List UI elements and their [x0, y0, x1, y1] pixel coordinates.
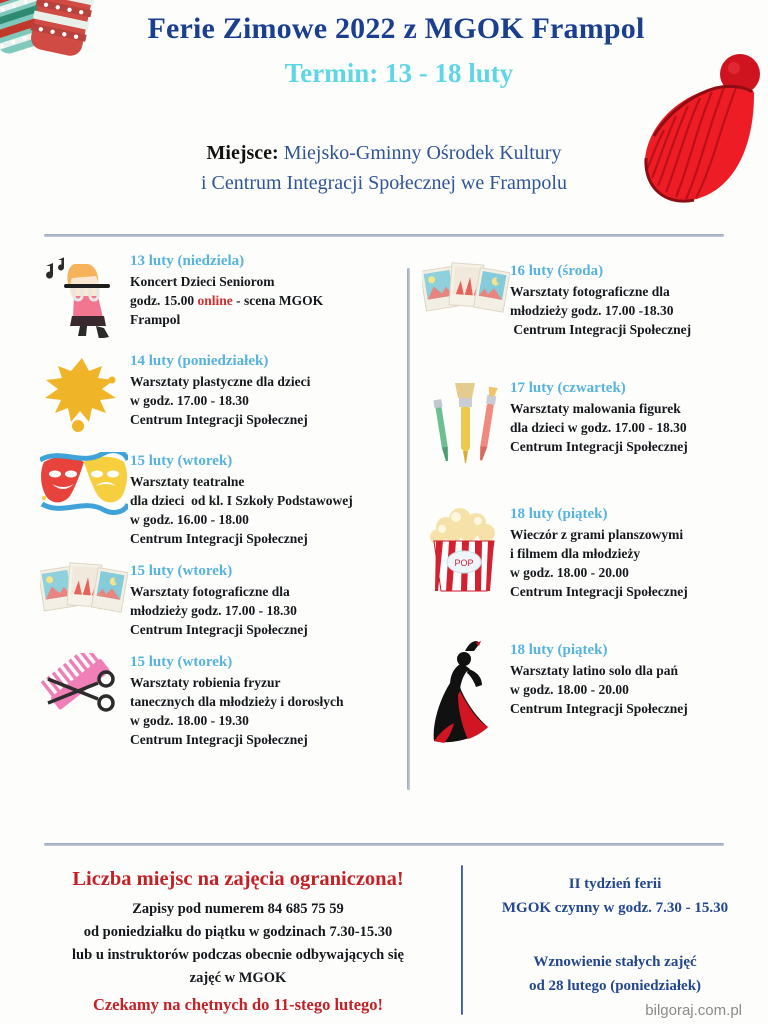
event-date: 16 luty (środa) — [510, 263, 604, 279]
source-credit: bilgoraj.com.pl — [645, 1002, 742, 1019]
footer-tagline: Czekamy na chętnych do 11-stego lutego! — [92, 995, 384, 1014]
venue-line-1 — [90, 138, 678, 168]
event-date: 15 luty (wtorek) — [130, 563, 233, 579]
svg-text:POP: POP — [454, 558, 474, 568]
footer-left — [20, 866, 456, 1017]
event-icon — [422, 379, 510, 465]
event-line: w godz. 18.00 - 20.00 — [510, 682, 629, 697]
event-item — [422, 641, 762, 749]
paint-splash-icon — [42, 352, 126, 438]
event-date: 18 luty (piątek) — [510, 642, 608, 658]
event-date: 17 luty (czwartek) — [510, 380, 626, 396]
event-line: Wieczór z grami planszowymi — [510, 527, 684, 542]
footer-right — [470, 872, 760, 998]
events-column-right — [422, 262, 762, 789]
event-item — [38, 653, 398, 749]
event-icon — [38, 562, 130, 626]
footer-right-line: MGOK czynny w godz. 7.30 - 15.30 — [501, 900, 729, 916]
event-icon — [38, 452, 130, 528]
footer-right-block-1 — [470, 872, 760, 920]
footer-heading: Liczba miejsc na zajęcia ograniczona! — [72, 868, 404, 890]
event-line: Koncert Dzieci Seniorom — [130, 274, 275, 289]
event-item — [422, 262, 762, 339]
event-line-highlight: online — [197, 293, 233, 308]
footer-right-line: od 28 lutego (poniedziałek) — [528, 978, 702, 994]
footer-info-line: od poniedziałku do piątku w godzinach 7.30-15.30 — [83, 924, 393, 940]
divider-bottom — [44, 843, 724, 846]
event-line: Centrum Integracji Społecznej — [130, 412, 308, 427]
event-line: Centrum Integracji Społecznej — [510, 322, 692, 337]
event-line: Centrum Integracji Społecznej — [130, 531, 308, 546]
event-line: dla dzieci w godz. 17.00 - 18.30 — [510, 420, 687, 435]
event-line: w godz. 17.00 - 18.30 — [130, 393, 249, 408]
venue-line-2: i Centrum Integracji Społecznej we Frampolu — [200, 172, 567, 194]
venue-name: Miejsko-Gminny Ośrodek Kultury — [283, 142, 562, 164]
event-line: Centrum Integracji Społecznej — [130, 622, 308, 637]
footer-info-line: zajęć w MGOK — [189, 970, 287, 986]
event-line: Warsztaty malowania figurek — [510, 401, 681, 416]
event-line: w godz. 18.00 - 19.30 — [130, 713, 249, 728]
latino-dancer-icon — [424, 641, 508, 749]
event-line: Centrum Integracji Społecznej — [510, 701, 688, 716]
photos-icon — [422, 262, 510, 326]
event-line: Warsztaty latino solo dla pań — [510, 663, 679, 678]
event-item — [422, 379, 762, 465]
event-details — [130, 252, 398, 329]
photos-icon — [40, 562, 128, 626]
event-line: Frampol — [130, 312, 181, 327]
event-line: w godz. 18.00 - 20.00 — [510, 565, 629, 580]
event-line: w godz. 16.00 - 18.00 — [130, 512, 249, 527]
event-line: Warsztaty fotograficzne dla — [510, 284, 670, 299]
event-date: 15 luty (wtorek) — [130, 453, 233, 469]
venue-block — [90, 138, 678, 198]
event-details — [510, 262, 762, 339]
footer-info-line: Zapisy pod numerem 84 685 75 59 — [132, 901, 344, 917]
footer-spacer — [470, 920, 760, 950]
event-item — [422, 505, 762, 601]
event-line: Warsztaty teatralne — [130, 474, 245, 489]
event-item — [38, 352, 398, 438]
divider-columns — [407, 268, 410, 790]
event-line: młodzieży godz. 17.00 -18.30 — [510, 303, 674, 318]
footer-info-line: lub u instruktorów podczas obecnie odbywających się — [72, 947, 404, 963]
paintbrushes-icon — [428, 379, 504, 465]
page-title: Ferie Zimowe 2022 z MGOK Frampol — [147, 12, 645, 45]
event-details — [130, 352, 398, 429]
event-details — [510, 641, 762, 718]
event-details — [130, 653, 398, 749]
event-line: Centrum Integracji Społecznej — [130, 732, 308, 747]
event-icon — [38, 252, 130, 338]
event-details — [510, 505, 762, 601]
event-item — [38, 252, 398, 338]
event-date: 14 luty (poniedziałek) — [130, 353, 269, 369]
event-icon — [422, 641, 510, 749]
event-icon — [38, 352, 130, 438]
event-details — [130, 562, 398, 639]
divider-footer — [461, 865, 463, 1015]
footer-right-line: II tydzień ferii — [568, 876, 662, 892]
event-icon — [422, 505, 510, 595]
event-date: 18 luty (piątek) — [510, 506, 608, 522]
event-line: Warsztaty plastyczne dla dzieci — [130, 374, 311, 389]
events-column-left — [38, 252, 398, 763]
footer-right-line: Wznowienie stałych zajęć — [533, 954, 697, 970]
venue-label: Miejsce: — [206, 142, 279, 164]
event-icon — [38, 653, 130, 725]
event-date: 13 luty (niedziela) — [130, 253, 245, 269]
page-subtitle: Termin: 13 - 18 luty — [284, 58, 514, 88]
event-icon — [422, 262, 510, 326]
flute-girl-icon — [44, 252, 124, 338]
popcorn-icon — [426, 505, 506, 595]
footer-left-lines — [20, 898, 456, 990]
event-line: Warsztaty fotograficzne dla — [130, 584, 290, 599]
comb-scissors-icon — [40, 653, 128, 725]
event-line: Warsztaty robienia fryzur — [130, 675, 281, 690]
event-item — [38, 562, 398, 639]
event-line: dla dzieci od kl. I Szkoły Podstawowej — [130, 493, 353, 508]
theatre-masks-icon — [40, 452, 128, 528]
event-details — [510, 379, 762, 456]
divider-top — [44, 234, 724, 237]
event-line: Centrum Integracji Społecznej — [510, 439, 688, 454]
event-item — [38, 452, 398, 548]
event-date: 15 luty (wtorek) — [130, 654, 233, 670]
event-line: godz. 15.00 online - scena MGOK — [130, 293, 324, 308]
event-line: i filmem dla młodzieży — [510, 546, 641, 561]
event-details — [130, 452, 398, 548]
event-line: Centrum Integracji Społecznej — [510, 584, 688, 599]
footer-right-block-2 — [470, 950, 760, 998]
event-line: młodzieży godz. 17.00 - 18.30 — [130, 603, 297, 618]
event-line: tanecznych dla młodzieży i dorosłych — [130, 694, 344, 709]
